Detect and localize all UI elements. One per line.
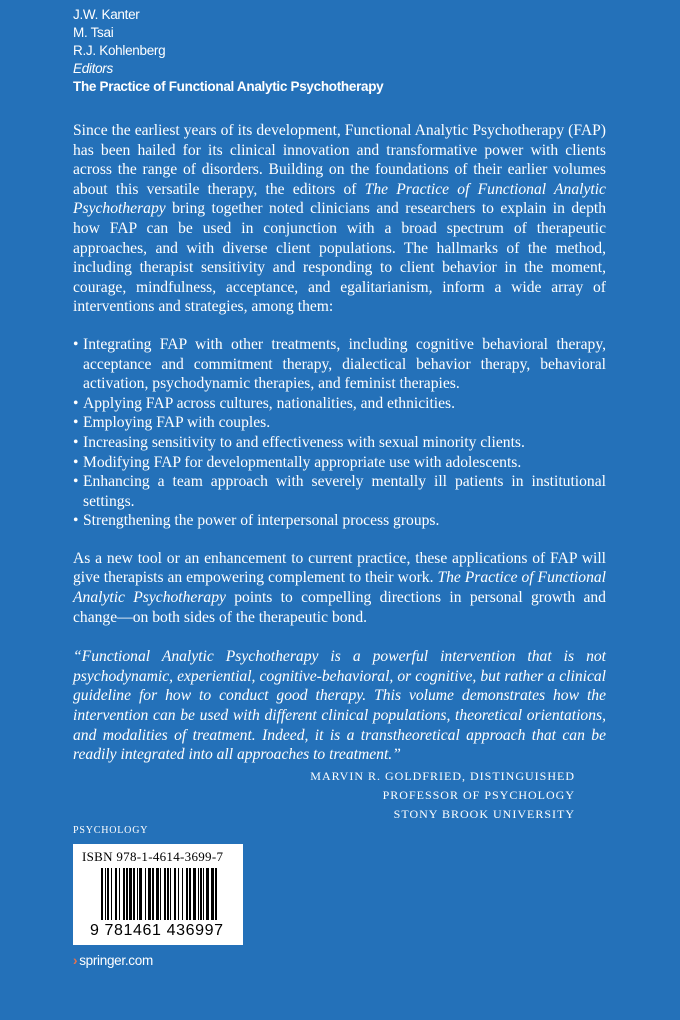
list-item: • Enhancing a team approach with severely mentally ill patients in institutional settings. [73,472,606,511]
quote-attribution [73,767,575,824]
list-item: • Strengthening the power of interpersonal process groups. [73,511,606,531]
barcode-bar [145,868,146,920]
strategies-list [73,335,606,531]
barcode-bar [206,868,209,920]
intro-paragraph [73,121,606,317]
closing-text-end: points to compelling directions in personal growth and change—on both sides of the therapeutic bond. [73,589,606,626]
editor-name: R.J. Kohlenberg [73,43,166,58]
barcode-bar [115,868,117,920]
barcode-bar [160,868,161,920]
barcode-bar [167,868,169,920]
endorsement-quote: “Functional Analytic Psychotherapy is a powerful intervention that is not psychodynamic, experiential, cognitive-behavioral, or cognitive, but rather a clinical guideline for how to conduct good therapy. This volume demonstrates how the intervention can be used with different clinical populations, theoretical orientations, and modalities of treatment. Indeed, it is a transtheoretical approach that can be readily integrated into all approaches to treatment.” [73,648,606,764]
barcode-bar [119,868,120,920]
category-label: PSYCHOLOGY [73,824,149,836]
barcode-bar [164,868,166,920]
isbn-barcode [73,844,243,945]
barcode-bar [123,868,125,920]
barcode-bar [215,868,217,920]
intro-text-end: bring together noted clinicians and researchers to explain in depth how FAP can be used in conjunction with a broad spectrum of therapeutic approaches, and with diverse client populations. The hallmarks of the method, including therapist sensitivity and responding to client behavior in the moment, courage, mindfulness, acceptance, and egalitarianism, inform a wide array of interventions and strategies, among them: [73,200,606,316]
barcode-bar [152,868,154,920]
barcode-bar [148,868,151,920]
closing-text: As a new tool or an enhancement to current practice, these applications of FAP will give therapists an empowering complement to their work. [73,549,606,587]
editors-label: Editors [73,61,113,76]
attribution-line: PROFESSOR OF PSYCHOLOGY [382,787,575,802]
closing-title: The Practice of Functional Analytic Psychotherapy [73,569,606,607]
barcode-bar [137,868,138,920]
barcode-bar [105,868,106,920]
barcode-bar [129,868,132,920]
editor-name: J.W. Kanter [73,7,140,22]
barcode-bar [211,868,214,920]
barcode-bar [126,868,128,920]
list-item: • Integrating FAP with other treatments, including cognitive behavioral therapy, acceptance and commitment therapy, dialectical behavior therapy, behavioral activation, psychodynamic therapies, and feminist therapies. [73,335,606,394]
barcode-bar [139,868,142,920]
barcode-bar [203,868,204,920]
attribution-line: STONY BROOK UNIVERSITY [393,806,575,821]
barcode-bar [178,868,179,920]
publisher-url: springer.com [79,952,153,968]
list-item: • Modifying FAP for developmentally appropriate use with adolescents. [73,453,606,473]
editor-name: M. Tsai [73,25,114,40]
intro-text: Since the earliest years of its development, Functional Analytic Psychotherapy (FAP) has been hailed for its clinical innovation and transformative power with clients across the range of disorders. Building on the foundations of their earlier volumes about this versatile therapy, the editors of [73,122,606,198]
barcode-bar [111,868,112,920]
barcode-bar [133,868,135,920]
barcode-bar [200,868,202,920]
barcode-bar [107,868,109,920]
attribution-line: MARVIN R. GOLDFRIED, DISTINGUISHED [310,768,575,783]
publisher-link[interactable] [73,953,606,968]
list-item: • Applying FAP across cultures, nationalities, and ethnicities. [73,394,606,414]
cover-header [73,6,606,96]
barcode-bar [174,868,176,920]
barcode-bar [156,868,159,920]
barcode-bar [170,868,171,920]
ean-number: 9 781461 436997 [90,921,224,939]
list-item: • Employing FAP with couples. [73,413,606,433]
barcode-bar [182,868,183,920]
closing-paragraph [73,549,606,627]
barcode-bar [189,868,191,920]
barcode-bar [193,868,196,920]
barcode-bar [186,868,188,920]
barcode-bar [101,868,103,920]
intro-title: The Practice of Functional Analytic Psychotherapy [73,180,606,218]
book-title: The Practice of Functional Analytic Psychotherapy [73,79,384,94]
barcode-bar [198,868,199,920]
chevron-right-icon: › [73,952,78,968]
isbn-text: ISBN 978-1-4614-3699-7 [82,848,224,864]
list-item: • Increasing sensitivity to and effectiveness with sexual minority clients. [73,433,606,453]
barcode-bars [101,868,219,920]
